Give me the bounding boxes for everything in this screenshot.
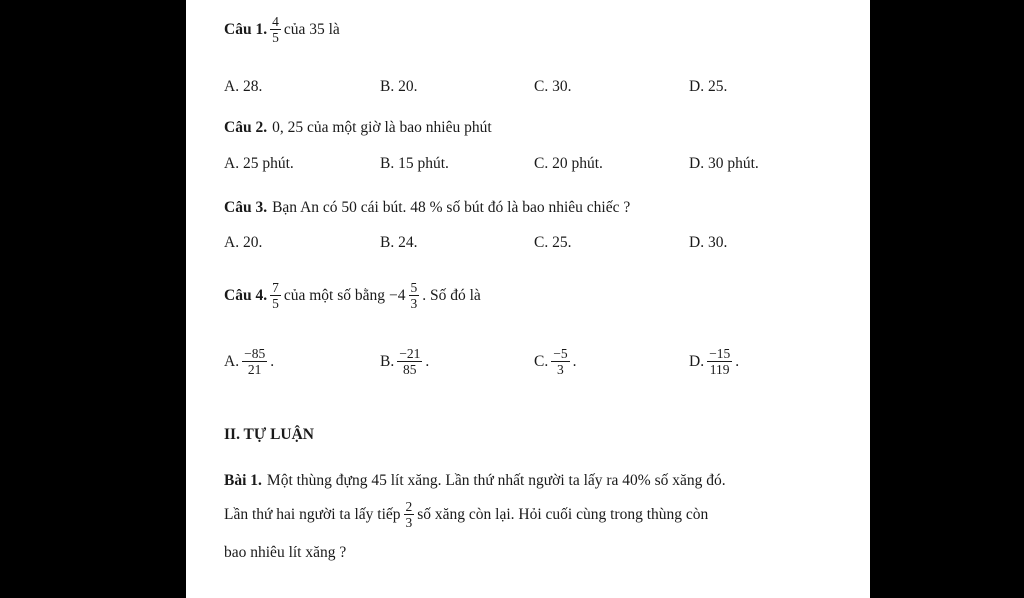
question-3-label: Câu 3. — [224, 199, 268, 216]
question-3-option-a: A. 20. — [224, 234, 263, 251]
question-1-option-c: C. 30. — [534, 78, 572, 95]
exercise-1-label: Bài 1. — [224, 472, 262, 489]
question-4-option-d: D. $\frac{-15}{119}$ . — [689, 346, 740, 377]
exercise-1-line-1: Bài 1. Một thùng đựng 45 lít xăng. Lần thứ nhất người ta lấy ra 40% số xăng đó. — [224, 472, 726, 489]
question-3-option-d: D. 30. — [689, 234, 728, 251]
question-4-label: Câu 4. — [224, 286, 268, 304]
question-4-text-a: của một số bằng — [283, 286, 385, 304]
question-1-label: Câu 1. — [224, 20, 268, 38]
exercise-1-fraction: $\frac{2}{3}$ — [405, 499, 413, 530]
question-4-option-c: C. $\frac{-5}{3}$ . — [534, 346, 577, 377]
question-2-option-d: D. 30 phút. — [689, 155, 759, 172]
question-3 — [224, 199, 630, 217]
exercise-1-line-2: Lần thứ hai người ta lấy tiếp $\frac{2}{3}$ số xăng còn lại. Hỏi cuối cùng trong thùng còn — [224, 499, 709, 530]
question-2-option-c: C. 20 phút. — [534, 155, 603, 172]
question-1-option-d: D. 25. — [689, 78, 728, 95]
question-2-label: Câu 2. — [224, 119, 268, 136]
question-4-mixed-number: −4 $\frac{5}{3}$ — [389, 280, 418, 311]
question-1-fraction: $\frac{4}{5}$ — [272, 14, 279, 45]
question-1-option-b: B. 20. — [380, 78, 418, 95]
document-page — [186, 0, 870, 598]
question-4-text-b: . Số đó là — [422, 286, 481, 304]
question-4-option-a: A. $\frac{-85}{21}$ . — [224, 346, 275, 377]
section-title: II. TỰ LUẬN — [224, 426, 315, 443]
question-1 — [224, 14, 340, 45]
question-3-text: Bạn An có 50 cái bút. 48 % số bút đó là bao nhiêu chiếc ? — [272, 199, 631, 216]
question-3-option-c: C. 25. — [534, 234, 572, 251]
question-2-option-b: B. 15 phút. — [380, 155, 449, 172]
exercise-1-line-3: bao nhiêu lít xăng ? — [224, 544, 347, 561]
question-2-option-a: A. 25 phút. — [224, 155, 294, 172]
question-4-option-b: B. $\frac{-21}{85}$ . — [380, 346, 430, 377]
question-4-fraction: $\frac{7}{5}$ — [272, 280, 279, 311]
question-2 — [224, 119, 492, 137]
question-3-option-b: B. 24. — [380, 234, 418, 251]
question-1-option-a: A. 28. — [224, 78, 263, 95]
question-1-text: của 35 là — [283, 20, 340, 38]
cut-off-text-fragment — [234, 590, 314, 594]
question-4 — [224, 280, 481, 311]
question-2-text: 0, 25 của một giờ là bao nhiêu phút — [272, 119, 492, 136]
